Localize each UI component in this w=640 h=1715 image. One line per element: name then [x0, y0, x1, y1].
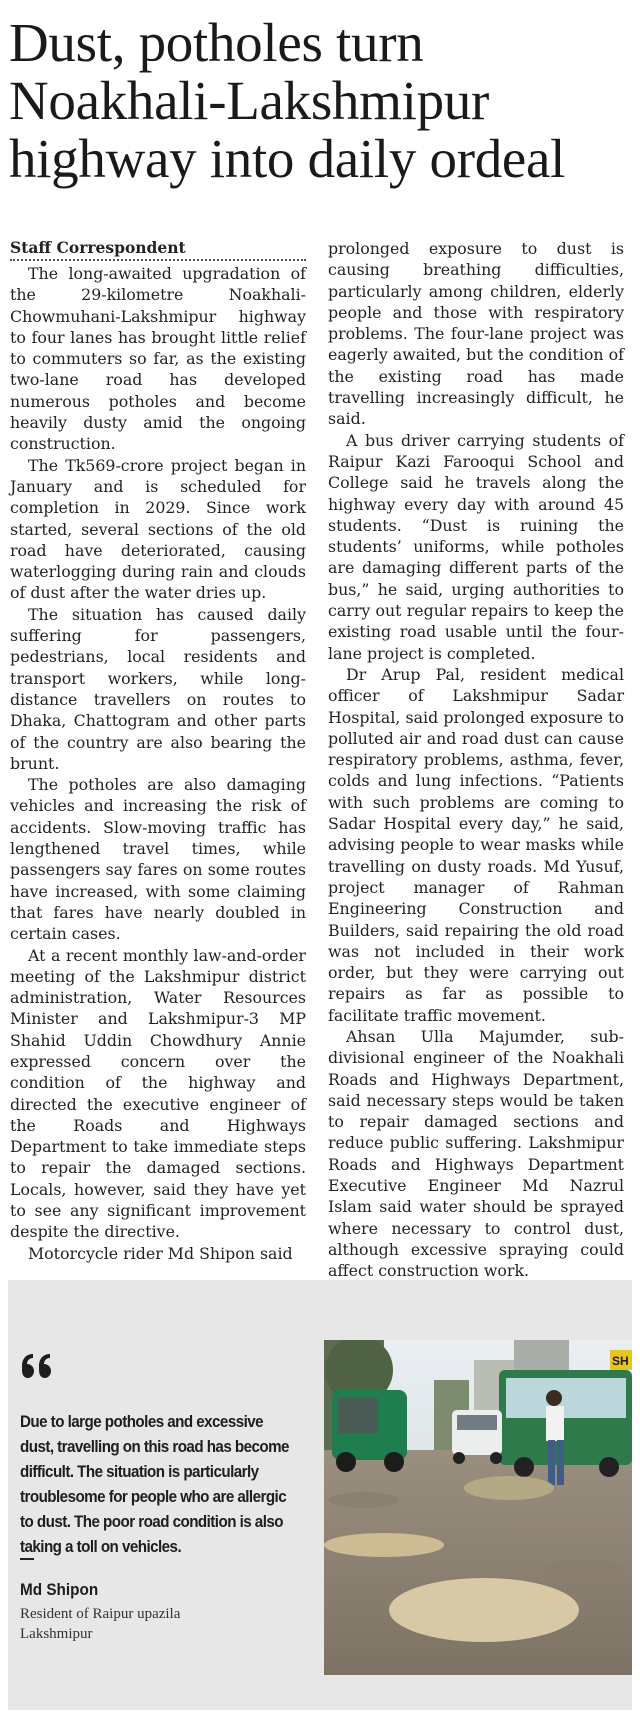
quote-mark-icon: [20, 1352, 54, 1385]
pull-quote: [8, 1340, 324, 1695]
quote-text: Due to large potholes and excessive dust, travelling on this road has become difficult. The situation is particularly troublesome for people who are allergic to dust. The poor road condition is also taking a toll on vehicles.: [20, 1413, 289, 1556]
paragraph-continuation: prolonged exposure to dust is causing breathing difficulties, particularly among children, elderly people and those with respiratory problems. The four-lane project was eagerly awaited, but the condition of the existing road has made travelling increasingly difficult, he said.: [328, 239, 624, 429]
headline-line-2: Noakhali-Lakshmipur: [9, 70, 490, 131]
paragraph: Dr Arup Pal, resident medical officer of Lakshmipur Sadar Hospital, said prolonged exposure to polluted air and road dust can cause respiratory problems, asthma, fever, colds and lung infections. “Patients with such problems are coming to Sadar Hospital every day,” he said, advising people to wear masks while travelling on dusty roads. Md Yusuf, project manager of Rahman Engineering Construction and Builders, said repairing the old road was not included in their work order, but they were carrying out repairs as far as possible to facilitate traffic movement.: [328, 664, 624, 1025]
article-column-left: [10, 238, 306, 1264]
paragraph: The potholes are also damaging vehicles and increasing the risk of accidents. Slow-moving traffic has lengthened travel times, while passengers say fares on some routes have increased, with some claiming that fares have nearly doubled in certain cases.: [10, 775, 306, 944]
pull-quote-box: [8, 1280, 632, 1710]
road-photo: [324, 1340, 632, 1675]
paragraph: The Tk569-crore project began in January and is scheduled for completion in 2029. Since work started, several sections of the old road have deteriorated, causing waterlogging during rain and clouds of dust after the water dries up.: [10, 455, 306, 603]
quote-attribution-name: Md Shipon: [20, 1580, 99, 1599]
article-column-right: [328, 238, 624, 1282]
paragraph: Motorcycle rider Md Shipon said: [28, 1243, 293, 1263]
headline-line-3: highway into daily ordeal: [9, 128, 566, 189]
quote-role-line-2: Lakshmipur: [20, 1626, 93, 1642]
paragraph: A bus driver carrying students of Raipur Kazi Farooqui School and College said he travels along the highway every day with around 45 students. “Dust is ruining the students’ uniforms, while potholes are damaging different parts of the bus,” he said, urging authorities to carry out regular repairs to keep the existing road usable until the four-lane project is completed.: [328, 430, 624, 663]
paragraph: The situation has caused daily suffering for passengers, pedestrians, local residents and transport workers, while long-distance travellers on routes to Dhaka, Chattogram and other parts of the country are also bearing the brunt.: [10, 604, 306, 773]
quote-role-line-1: Resident of Raipur upazila: [20, 1606, 181, 1622]
headline-line-1: Dust, potholes turn: [9, 12, 424, 73]
bus-sign-text: SH: [612, 1354, 629, 1368]
quote-divider: [20, 1558, 34, 1560]
paragraph: At a recent monthly law-and-order meeting of the Lakshmipur district administration, Water Resources Minister and Lakshmipur-3 MP Shahid Uddin Chowdhury Annie expressed concern over the condition of the highway and directed the executive engineer of the Roads and Highways Department to take immediate steps to repair the damaged sections. Locals, however, said they have yet to see any significant improvement despite the directive.: [10, 945, 306, 1242]
headline: [9, 14, 634, 188]
quote-attribution-role: [20, 1604, 300, 1644]
byline: Staff Correspondent: [10, 238, 306, 261]
paragraph: The long-awaited upgradation of the 29-kilometre Noakhali-Chowmuhani-Lakshmipur highway to four lanes has brought little relief to commuters so far, as the existing two-lane road has developed numerous potholes and become heavily dusty amid the ongoing construction.: [10, 264, 306, 454]
paragraph: Ahsan Ulla Majumder, sub-divisional engineer of the Noakhali Roads and Highways Department, said necessary steps would be taken to repair damaged sections and reduce public suffering. Lakshmipur Roads and Highways Department Executive Engineer Md Nazrul Islam said water should be sprayed where necessary to control dust, although excessive spraying could affect construction work.: [328, 1026, 624, 1281]
